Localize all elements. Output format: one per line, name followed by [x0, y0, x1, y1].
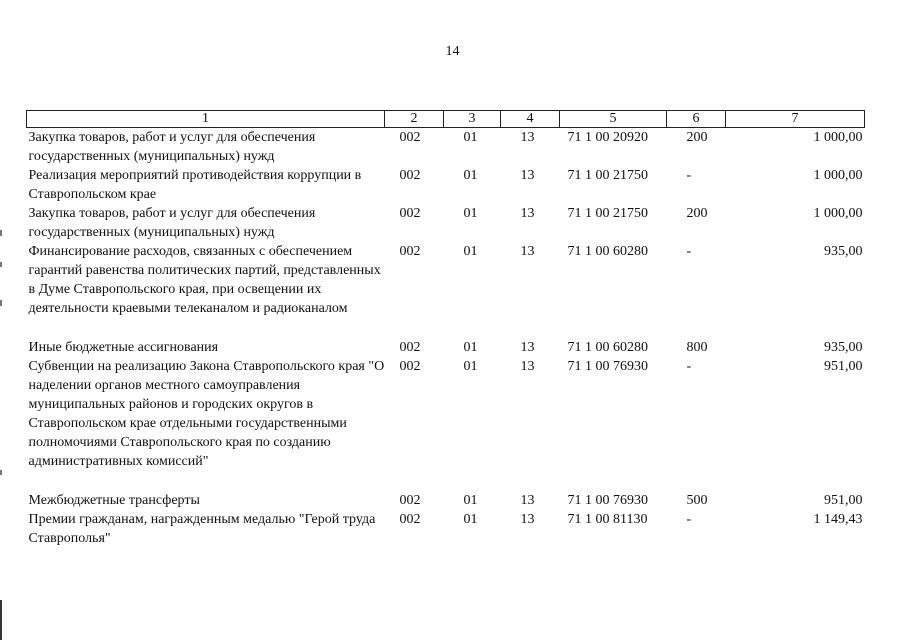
- row-code-4: 13: [520, 244, 535, 259]
- row-name: Премии гражданам, награжденным медалью "Герой труда Ставрополья": [28, 512, 376, 546]
- row-name: Межбюджетные трансферты: [28, 493, 200, 508]
- row-code-2: 002: [399, 493, 421, 508]
- row-name: Субвенции на реализацию Закона Ставропольского края "О наделении органов местного самоуправления муниципальных районов и городских округов в Ставропольском крае отдельными государственными полномочиями Ставропольского края по созданию административных комиссий": [28, 359, 385, 469]
- scan-mark: [0, 230, 2, 236]
- header-cell-4: 4: [501, 111, 560, 128]
- scan-mark: [0, 300, 2, 306]
- row-amount: 935,00: [824, 340, 863, 355]
- row-code-4: 13: [520, 359, 535, 374]
- row-code-3: 01: [463, 130, 478, 145]
- row-code-3: 01: [463, 493, 478, 508]
- row-code-2: 002: [399, 130, 421, 145]
- row-code-2: 002: [399, 512, 421, 527]
- row-code-3: 01: [463, 512, 478, 527]
- row-amount: 1 000,00: [813, 130, 863, 145]
- row-code-2: 002: [399, 340, 421, 355]
- row-code-5: 71 1 00 20920: [567, 130, 648, 145]
- row-code-6: 200: [686, 130, 708, 145]
- row-amount: 935,00: [824, 244, 863, 259]
- row-code-6: 800: [686, 340, 708, 355]
- row-code-2: 002: [399, 206, 421, 221]
- row-code-4: 13: [520, 340, 535, 355]
- header-row: [27, 111, 865, 128]
- row-code-5: 71 1 00 81130: [567, 512, 648, 527]
- row-code-6: 200: [686, 206, 708, 221]
- table-row: [27, 338, 865, 357]
- row-amount: 951,00: [824, 493, 863, 508]
- table-row: [27, 510, 865, 548]
- row-code-5: 71 1 00 60280: [567, 244, 648, 259]
- header-cell-1: 1: [27, 111, 385, 128]
- row-code-4: 13: [520, 130, 535, 145]
- row-code-5: 71 1 00 21750: [567, 168, 648, 183]
- scan-mark: [0, 600, 2, 640]
- row-code-2: 002: [399, 244, 421, 259]
- header-cell-7: 7: [726, 111, 865, 128]
- table-row: [27, 242, 865, 338]
- row-code-3: 01: [463, 340, 478, 355]
- row-code-4: 13: [520, 206, 535, 221]
- budget-table: [26, 110, 865, 548]
- row-name: Реализация мероприятий противодействия коррупции в Ставропольском крае: [28, 168, 362, 202]
- table-row: [27, 166, 865, 204]
- row-code-3: 01: [463, 244, 478, 259]
- row-code-4: 13: [520, 493, 535, 508]
- row-amount: 951,00: [824, 359, 863, 374]
- row-name: Закупка товаров, работ и услуг для обеспечения государственных (муниципальных) нужд: [28, 206, 316, 240]
- row-name: Финансирование расходов, связанных с обеспечением гарантий равенства политических партий, представленных в Думе Ставропольского края, при освещении их деятельности краевыми телеканалом и радиоканалом: [28, 244, 381, 316]
- row-code-4: 13: [520, 512, 535, 527]
- row-amount: 1 000,00: [813, 168, 863, 183]
- table-row: [27, 128, 865, 167]
- row-code-5: 71 1 00 76930: [567, 359, 648, 374]
- row-code-6: 500: [686, 493, 708, 508]
- table-row: [27, 491, 865, 510]
- row-code-2: 002: [399, 168, 421, 183]
- header-cell-2: 2: [385, 111, 444, 128]
- row-code-2: 002: [399, 359, 421, 374]
- row-amount: 1 149,43: [813, 512, 863, 527]
- row-code-5: 71 1 00 76930: [567, 493, 648, 508]
- header-cell-5: 5: [560, 111, 667, 128]
- scan-edge-marks: [0, 0, 2, 640]
- row-code-4: 13: [520, 168, 535, 183]
- row-code-6: -: [686, 512, 692, 527]
- row-code-3: 01: [463, 168, 478, 183]
- scan-mark: [0, 470, 2, 475]
- scan-mark: [0, 262, 2, 267]
- page-number: 14: [445, 44, 460, 59]
- row-code-5: 71 1 00 60280: [567, 340, 648, 355]
- table-row: [27, 204, 865, 242]
- table-row: [27, 357, 865, 491]
- row-code-6: -: [686, 244, 692, 259]
- row-amount: 1 000,00: [813, 206, 863, 221]
- header-cell-3: 3: [444, 111, 501, 128]
- row-code-6: -: [686, 359, 692, 374]
- row-code-3: 01: [463, 359, 478, 374]
- row-name: Иные бюджетные ассигнования: [28, 340, 219, 355]
- row-code-3: 01: [463, 206, 478, 221]
- header-cell-6: 6: [667, 111, 726, 128]
- row-code-6: -: [686, 168, 692, 183]
- row-name: Закупка товаров, работ и услуг для обеспечения государственных (муниципальных) нужд: [28, 130, 316, 164]
- row-code-5: 71 1 00 21750: [567, 206, 648, 221]
